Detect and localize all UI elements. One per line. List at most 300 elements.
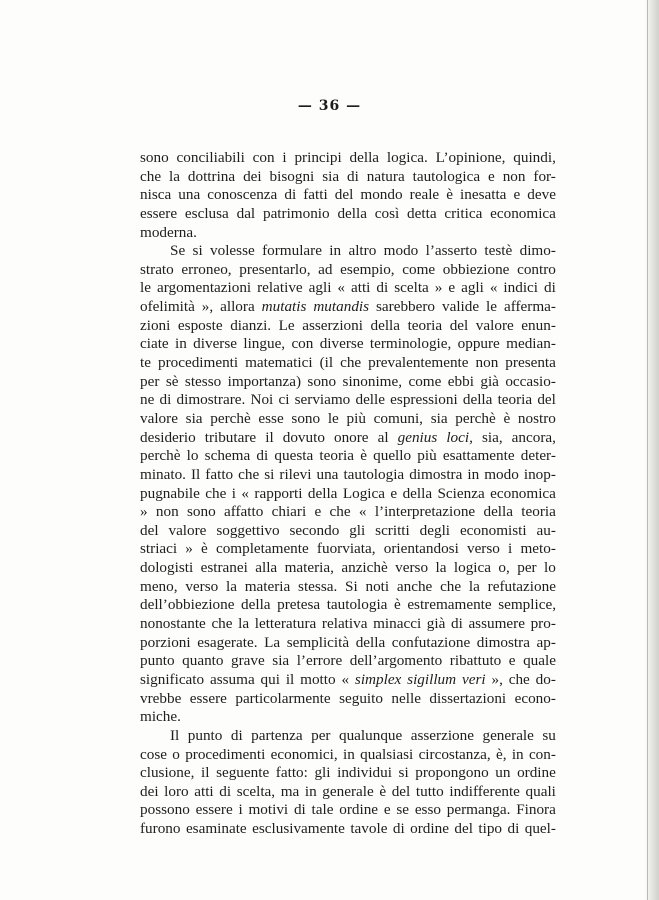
- word: seguito: [339, 689, 383, 707]
- word: diverse: [319, 335, 364, 353]
- word: altro: [348, 242, 377, 260]
- word: agli: [308, 279, 332, 297]
- word: tautologia: [343, 465, 405, 483]
- text-line: [140, 783, 556, 802]
- text-line: [140, 596, 556, 615]
- word: con-: [528, 745, 556, 763]
- word: generale: [482, 726, 534, 744]
- word: la: [169, 167, 180, 185]
- word: striaci: [140, 540, 178, 558]
- word: in: [511, 745, 524, 763]
- word: porzioni: [140, 633, 191, 651]
- word: tipo: [478, 820, 503, 838]
- word: testè: [484, 242, 513, 260]
- word: punto: [140, 652, 175, 670]
- word: desiderio: [140, 428, 196, 446]
- word: sono: [186, 503, 216, 521]
- word: ribattuto: [449, 652, 502, 670]
- word: »,: [491, 670, 503, 688]
- word: questa: [274, 447, 314, 465]
- word: in: [175, 335, 187, 353]
- word: median-: [506, 335, 556, 353]
- word: e: [488, 167, 495, 185]
- word: di: [376, 279, 389, 297]
- word: quel-: [524, 820, 556, 838]
- word: procedimenti: [157, 354, 239, 372]
- word: ci: [278, 391, 290, 409]
- word: fatto:: [275, 764, 308, 782]
- word: un: [495, 764, 511, 782]
- word: è: [379, 782, 387, 800]
- word: occasio-: [505, 372, 556, 390]
- word: della: [349, 149, 380, 166]
- word: sè: [165, 372, 179, 390]
- word: della: [483, 503, 513, 521]
- word: è: [503, 409, 511, 427]
- word: perchè: [140, 447, 181, 465]
- word: moderna.: [140, 223, 197, 241]
- word: il: [285, 670, 295, 688]
- word: Si: [345, 577, 358, 595]
- word: loci,: [446, 428, 473, 446]
- word: di: [347, 167, 359, 185]
- word: noti: [365, 577, 390, 595]
- word: è: [201, 540, 208, 558]
- word: oppure: [457, 335, 500, 353]
- word: le: [140, 279, 151, 297]
- word: dei: [243, 167, 262, 185]
- word: tavole: [350, 820, 388, 838]
- text-line: [140, 335, 556, 354]
- word: non: [155, 503, 179, 521]
- word: ancora,: [511, 428, 556, 446]
- word: una: [316, 465, 339, 483]
- word: dal: [236, 204, 256, 222]
- text-line: [140, 447, 556, 466]
- word: ordine: [517, 764, 556, 782]
- word: natura: [366, 167, 405, 185]
- word: zioni: [140, 316, 171, 334]
- word: inesatta: [460, 186, 507, 204]
- word: i: [238, 801, 243, 819]
- word: sarebbero: [376, 298, 436, 316]
- word: materia,: [284, 559, 334, 577]
- word: si: [192, 242, 203, 260]
- word: più: [346, 409, 366, 427]
- word: »: [185, 540, 193, 558]
- word: ordine: [410, 820, 449, 838]
- word: ofelimità: [140, 298, 195, 316]
- word: e: [513, 186, 521, 204]
- word: della: [402, 484, 433, 502]
- word: esse: [258, 409, 284, 427]
- word: enun-: [521, 316, 556, 334]
- word: esattamente: [442, 447, 515, 465]
- text-line: [140, 485, 556, 504]
- word: Il: [191, 465, 201, 483]
- word: teoria: [407, 316, 443, 334]
- word: (il: [319, 354, 334, 372]
- word: allora: [220, 298, 255, 316]
- word: e: [390, 484, 398, 502]
- word: che: [440, 577, 462, 595]
- word: tautologia: [326, 596, 388, 614]
- word: Scienza: [437, 484, 485, 502]
- word: della: [241, 596, 271, 614]
- word: te: [140, 354, 151, 372]
- text-line: [140, 690, 556, 709]
- word: ad: [318, 260, 333, 278]
- word: meno,: [140, 577, 178, 595]
- word: cose: [140, 745, 167, 763]
- word: esclusa: [184, 204, 229, 222]
- word: la: [238, 615, 250, 633]
- word: qualsiasi: [360, 745, 414, 763]
- word: principi: [294, 149, 342, 166]
- word: simplex: [354, 670, 402, 688]
- word: che: [140, 167, 162, 185]
- word: gli: [314, 764, 331, 782]
- word: i: [282, 149, 287, 166]
- text-line: [140, 205, 556, 224]
- text-line: [140, 410, 556, 429]
- word: gli: [349, 521, 366, 539]
- word: «: [489, 279, 498, 297]
- word: esposte: [177, 316, 223, 334]
- word: rilevi: [279, 465, 312, 483]
- word: che: [205, 484, 227, 502]
- text-line: [140, 224, 556, 243]
- word: che: [238, 465, 260, 483]
- word: la: [468, 577, 480, 595]
- word: delle: [355, 391, 385, 409]
- text-line: [140, 373, 556, 392]
- word: che: [211, 615, 233, 633]
- word: relativa: [321, 615, 368, 633]
- word: nonostante: [140, 615, 206, 633]
- page-number: — 36 —: [297, 98, 362, 114]
- word: critica: [444, 204, 483, 222]
- word: esaminate: [185, 820, 247, 838]
- word: di: [284, 186, 297, 204]
- word: Finora: [516, 801, 556, 819]
- word: della: [462, 391, 493, 409]
- word: come: [408, 372, 442, 390]
- word: »: [140, 503, 148, 521]
- word: semplicità: [286, 633, 350, 651]
- word: presenta: [505, 354, 556, 372]
- word: obbiezione: [442, 260, 510, 278]
- word: deve: [527, 186, 556, 204]
- word: sia: [430, 409, 448, 427]
- word: grave: [231, 652, 265, 670]
- word: scritti: [375, 521, 410, 539]
- text-line: [140, 671, 556, 690]
- word: partenza: [251, 726, 303, 744]
- word: estremamente: [407, 596, 492, 614]
- word: confutazione: [391, 633, 471, 651]
- word: l’asserto: [425, 242, 478, 260]
- word: scelta,: [236, 782, 276, 800]
- word: agli: [461, 279, 484, 297]
- word: atti: [351, 279, 371, 297]
- text-line: [140, 242, 556, 261]
- word: con: [252, 149, 275, 166]
- word: anche: [396, 577, 433, 595]
- word: e: [448, 279, 456, 297]
- text-line: [140, 820, 556, 839]
- word: dei: [140, 782, 159, 800]
- word: con: [291, 335, 314, 353]
- word: è: [360, 447, 367, 465]
- word: contro: [517, 260, 556, 278]
- word: conciliabili: [176, 149, 245, 166]
- word: furono: [140, 820, 181, 838]
- word: in: [329, 242, 342, 260]
- word: estranei: [200, 559, 248, 577]
- word: possono: [140, 801, 190, 819]
- word: della: [355, 633, 386, 651]
- word: sono: [291, 409, 321, 427]
- word: dell’argomento: [349, 652, 443, 670]
- word: Noi: [250, 391, 274, 409]
- word: ciate: [140, 335, 169, 353]
- word: sia: [272, 652, 290, 670]
- word: già: [480, 372, 499, 390]
- word: indici: [503, 279, 539, 297]
- word: loro: [164, 782, 189, 800]
- word: alla: [255, 559, 278, 577]
- word: di: [256, 447, 269, 465]
- word: del: [449, 316, 469, 334]
- word: formulare: [262, 242, 322, 260]
- word: sia: [185, 409, 203, 427]
- word: su: [542, 726, 556, 744]
- word: afferma-: [503, 298, 556, 316]
- word: mondo: [360, 186, 403, 204]
- word: pro-: [530, 615, 556, 633]
- word: si: [264, 465, 275, 483]
- word: verso: [395, 559, 429, 577]
- word: L’opinione,: [435, 149, 506, 166]
- word: erroneo,: [181, 260, 232, 278]
- word: matematici: [245, 354, 313, 372]
- word: La: [264, 633, 281, 651]
- word: espressioni: [390, 391, 458, 409]
- word: generale: [322, 782, 374, 800]
- body-text: [140, 149, 556, 839]
- word: l’errore: [296, 652, 343, 670]
- word: più: [417, 447, 437, 465]
- text-line: [140, 503, 556, 522]
- word: terminologie,: [369, 335, 452, 353]
- text-line: [140, 149, 556, 168]
- word: prevalentemente: [368, 354, 469, 372]
- word: seguente: [216, 764, 270, 782]
- word: dell’obbiezione: [140, 596, 235, 614]
- word: semplice,: [498, 596, 556, 614]
- word: logica.: [386, 149, 428, 166]
- word: modo: [383, 242, 419, 260]
- word: sono: [307, 372, 337, 390]
- word: in: [467, 465, 480, 483]
- word: che: [329, 503, 351, 521]
- word: ebbi: [447, 372, 474, 390]
- word: valore: [140, 409, 178, 427]
- word: Logica: [342, 484, 385, 502]
- word: dimostra: [409, 465, 463, 483]
- word: pretesa: [277, 596, 321, 614]
- word: indifferente: [449, 782, 520, 800]
- word: il: [265, 428, 274, 446]
- word: fatti: [303, 186, 328, 204]
- word: che: [340, 354, 362, 372]
- word: asserzioni: [302, 316, 363, 334]
- word: valide: [441, 298, 480, 316]
- word: procedimenti: [185, 745, 266, 763]
- word: è: [446, 186, 453, 204]
- word: assuma: [209, 670, 255, 688]
- word: pugnabile: [140, 484, 200, 502]
- word: di: [450, 615, 463, 633]
- word: qualunque: [338, 726, 403, 744]
- text-line: [140, 634, 556, 653]
- word: nostro: [517, 409, 556, 427]
- word: mutandis: [313, 298, 370, 316]
- word: teoria: [319, 447, 354, 465]
- word: reale: [409, 186, 440, 204]
- word: ap-: [536, 633, 556, 651]
- word: sia,: [481, 428, 503, 446]
- word: al: [377, 428, 389, 446]
- word: i: [508, 540, 513, 558]
- word: esso: [414, 801, 441, 819]
- word: particolarmente: [235, 689, 331, 707]
- word: mutatis: [261, 298, 307, 316]
- text-line: [140, 466, 556, 485]
- word: schema: [204, 447, 251, 465]
- word: «: [241, 484, 250, 502]
- word: le: [486, 298, 498, 316]
- word: in: [342, 745, 355, 763]
- word: economica: [490, 484, 556, 502]
- word: anzichè: [341, 559, 388, 577]
- word: meto-: [520, 540, 556, 558]
- word: che: [508, 670, 530, 688]
- word: logica: [453, 559, 491, 577]
- word: quello: [373, 447, 412, 465]
- word: per: [140, 372, 160, 390]
- word: propongono: [415, 764, 489, 782]
- word: deter-: [520, 447, 556, 465]
- text-line: [140, 559, 556, 578]
- text-line: [140, 522, 556, 541]
- word: inop-: [523, 465, 556, 483]
- word: di: [219, 782, 232, 800]
- word: perchè: [455, 409, 496, 427]
- word: detta: [407, 204, 437, 222]
- word: di: [507, 820, 520, 838]
- word: è: [394, 596, 401, 614]
- word: dologisti: [140, 559, 194, 577]
- word: o,: [498, 559, 510, 577]
- word: per: [311, 726, 331, 744]
- word: della: [337, 204, 367, 222]
- word: miche.: [140, 708, 181, 726]
- page-edge-line: [647, 0, 648, 900]
- text-line: [140, 279, 556, 298]
- word: già: [426, 615, 446, 633]
- word: importanza): [227, 372, 301, 390]
- word: nisca: [140, 186, 172, 204]
- word: Se: [170, 242, 186, 260]
- word: quale: [523, 652, 556, 670]
- word: ma: [280, 782, 300, 800]
- word: e: [314, 503, 322, 521]
- text-line: [140, 168, 556, 187]
- word: patrimonio: [262, 204, 330, 222]
- word: ne: [140, 391, 155, 409]
- word: perchè: [210, 409, 251, 427]
- word: genius: [397, 428, 438, 446]
- word: sono: [140, 149, 169, 166]
- text-line: [140, 652, 556, 671]
- word: la: [435, 559, 447, 577]
- word: motto: [300, 670, 336, 688]
- word: conoscenza: [207, 186, 278, 204]
- text-line: [140, 727, 556, 746]
- word: di: [293, 801, 306, 819]
- word: lo: [544, 559, 556, 577]
- word: modo: [484, 465, 519, 483]
- word: vrebbe: [140, 689, 182, 707]
- text-line: [140, 298, 556, 317]
- word: del: [454, 820, 473, 838]
- word: clusione,: [140, 764, 195, 782]
- word: si: [398, 764, 409, 782]
- word: quanto: [182, 652, 224, 670]
- word: tributare: [204, 428, 257, 446]
- word: sinonime,: [342, 372, 403, 390]
- word: letteratura: [254, 615, 317, 633]
- word: i: [231, 484, 237, 502]
- word: nelle: [391, 689, 421, 707]
- word: atti: [194, 782, 214, 800]
- word: circostanza,: [418, 745, 491, 763]
- word: è,: [495, 745, 507, 763]
- word: degli: [419, 521, 451, 539]
- word: e: [508, 652, 516, 670]
- text-line: [140, 354, 556, 373]
- word: onore: [333, 428, 369, 446]
- word: esempio,: [340, 260, 395, 278]
- word: minacci: [373, 615, 422, 633]
- word: diverse: [193, 335, 238, 353]
- word: «: [337, 279, 346, 297]
- word: quindi,: [513, 149, 556, 166]
- word: esclusivamente: [252, 820, 345, 838]
- word: secondo: [289, 521, 340, 539]
- word: quali: [525, 782, 556, 800]
- word: fatto: [205, 465, 234, 483]
- word: au-: [536, 521, 556, 539]
- word: una: [178, 186, 201, 204]
- word: essere: [140, 204, 178, 222]
- word: chiari: [271, 503, 307, 521]
- text-line: [140, 578, 556, 597]
- word: tale: [311, 801, 334, 819]
- word: relative: [257, 279, 303, 297]
